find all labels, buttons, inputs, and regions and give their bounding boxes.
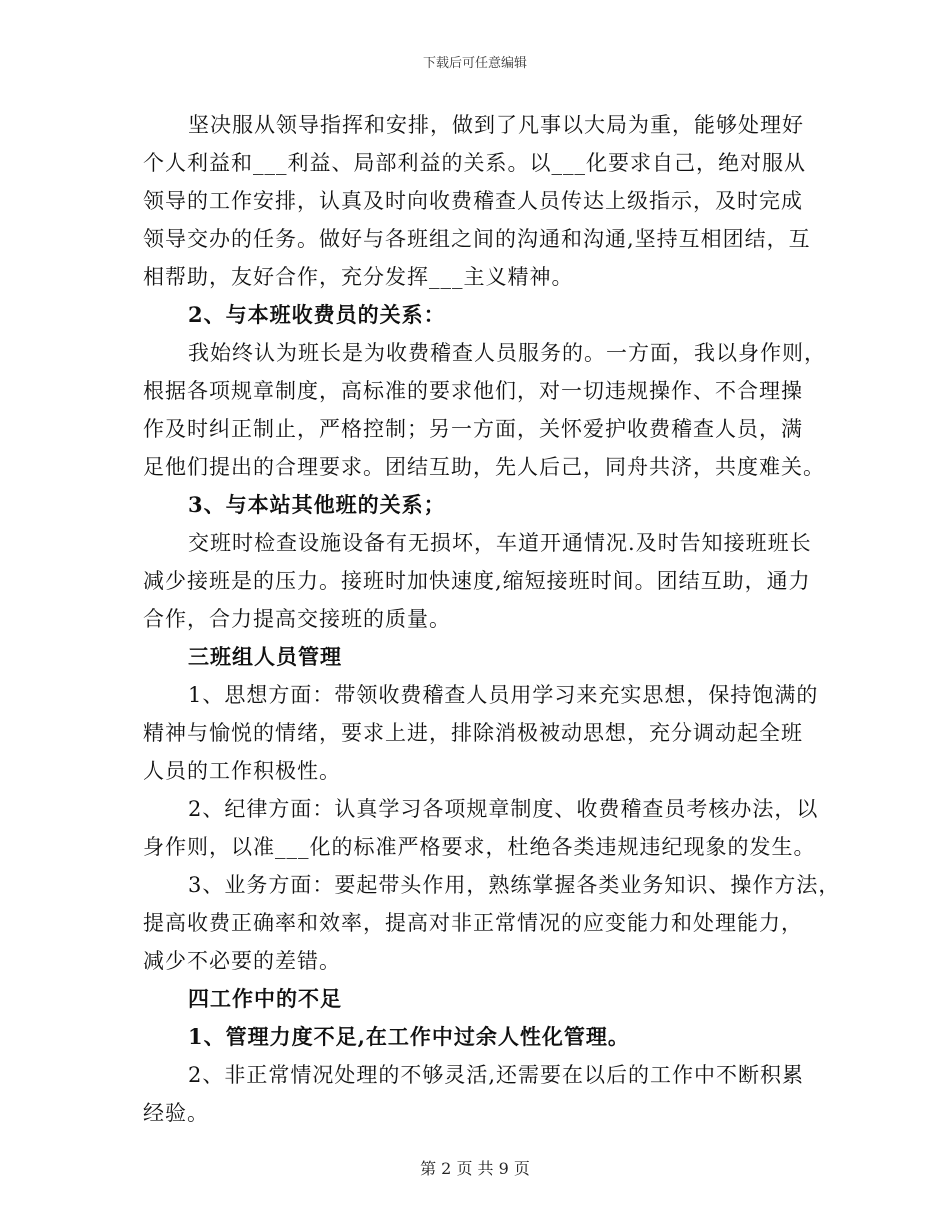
body-line: 合作，合力提高交接班的质量。 (143, 607, 451, 631)
body-line: 1、思想方面：带领收费稽查人员用学习来充实思想，保持饱满的 (188, 683, 819, 707)
body-line: 身作则，以准___化的标准严格要求，杜绝各类违规违纪现象的发生。 (143, 835, 816, 859)
section-heading: 2、与本班收费员的关系： (188, 302, 446, 327)
body-line: 领导的工作安排，认真及时向收费稽查人员传达上级指示，及时完成 (143, 189, 803, 213)
body-line: 经验。 (143, 1101, 209, 1125)
section-heading: 1、管理力度不足,在工作中过余人性化管理。 (188, 1024, 630, 1049)
body-line: 作及时纠正制止，严格控制；另一方面，关怀爱护收费稽查人员，满 (143, 417, 803, 441)
body-line: 减少不必要的差错。 (143, 949, 341, 973)
body-line: 交班时检查设施设备有无损坏，车道开通情况.及时告知接班班长 (188, 531, 812, 555)
body-line: 相帮助，友好合作，充分发挥___主义精神。 (143, 265, 574, 289)
body-line: 足他们提出的合理要求。团结互助，先人后己，同舟共济，共度难关。 (143, 455, 825, 479)
section-heading: 四工作中的不足 (188, 986, 342, 1011)
body-line: 精神与愉悦的情绪，要求上进，排除消极被动思想，充分调动起全班 (143, 721, 803, 745)
body-line: 减少接班是的压力。接班时加快速度,缩短接班时间。团结互助，通力 (143, 569, 811, 593)
page-header: 下载后可任意编辑 (422, 56, 527, 71)
section-heading: 3、与本站其他班的关系； (188, 492, 446, 517)
page-number: 第 2 页 共 9 页 (420, 1159, 530, 1178)
body-line: 2、非正常情况处理的不够灵活,还需要在以后的工作中不断积累 (188, 1063, 805, 1087)
body-line: 我始终认为班长是为收费稽查人员服务的。一方面，我以身作则， (188, 341, 826, 365)
body-line: 根据各项规章制度，高标准的要求他们，对一切违规操作、不合理操 (143, 379, 803, 403)
body-line: 人员的工作积极性。 (143, 759, 341, 783)
body-line: 3、业务方面：要起带头作用，熟练掌握各类业务知识、操作方法， (188, 873, 841, 897)
body-line: 提高收费正确率和效率，提高对非正常情况的应变能力和处理能力， (143, 911, 803, 935)
section-heading: 三班组人员管理 (188, 644, 342, 669)
body-line: 坚决服从领导指挥和安排，做到了凡事以大局为重，能够处理好 (188, 113, 804, 137)
body-line: 领导交办的任务。做好与各班组之间的沟通和沟通,坚持互相团结，互 (143, 227, 811, 251)
body-line: 2、纪律方面：认真学习各项规章制度、收费稽查员考核办法，以 (188, 797, 819, 821)
body-line: 个人利益和___利益、局部利益的关系。以___化要求自己，绝对服从 (143, 151, 806, 175)
